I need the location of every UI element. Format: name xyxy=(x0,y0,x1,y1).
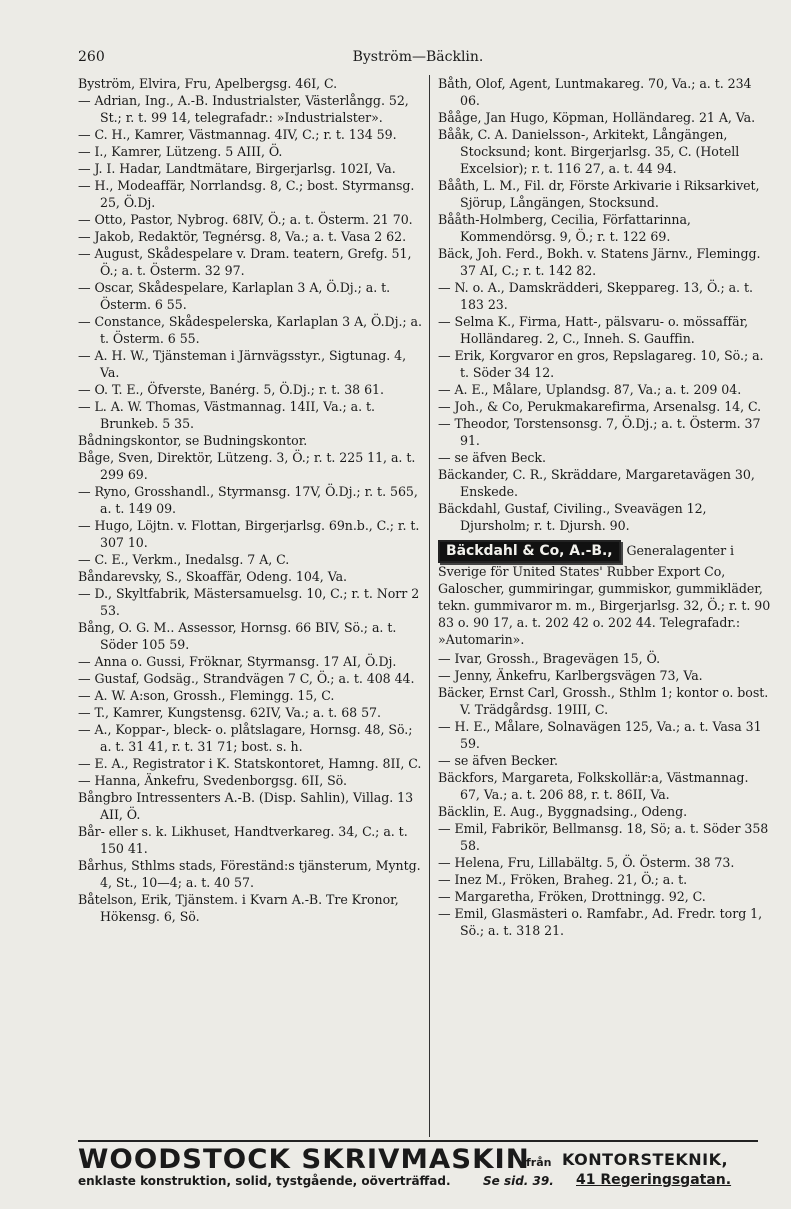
directory-entry: — A., Koppar-, bleck- o. plåtslagare, Hornsg. 48, Sö.; a. t. 31 41, r. t. 31 71; bost. s. h. xyxy=(78,722,413,754)
directory-entry: — A. E., Målare, Uplandsg. 87, Va.; a. t. 209 04. xyxy=(438,382,742,397)
footer-company: KONTORSTEKNIK, xyxy=(562,1150,729,1169)
directory-entry: Bååge, Jan Hugo, Köpman, Holländareg. 21 A, Va. xyxy=(438,110,756,125)
directory-entry: — A. H. W., Tjänsteman i Järnvägsstyr., Sigtunag. 4, Va. xyxy=(78,348,407,380)
directory-entry: — Margaretha, Fröken, Drottningg. 92, C. xyxy=(438,889,706,904)
directory-entry: — T., Kamrer, Kungstensg. 62IV, Va.; a. t. 68 57. xyxy=(78,705,381,720)
directory-entry: — O. T. E., Öfverste, Banérg. 5, Ö.Dj.; r. t. 38 61. xyxy=(78,382,384,397)
directory-entry: — Joh., & Co, Perukmakarefirma, Arsenalsg. 14, C. xyxy=(438,399,762,414)
page-header xyxy=(78,49,758,71)
directory-entry: — August, Skådespelare v. Dram. teatern, Grefg. 51, Ö.; a. t. Österm. 32 97. xyxy=(78,246,412,278)
directory-entry: — Jakob, Redaktör, Tegnérsg. 8, Va.; a. t. Vasa 2 62. xyxy=(78,229,407,244)
directory-entry: — se äfven Becker. xyxy=(438,753,558,768)
directory-entry: — J. I. Hadar, Landtmätare, Birgerjarlsg. 102I, Va. xyxy=(78,161,396,176)
directory-entry: — Ivar, Grossh., Bragevägen 15, Ö. xyxy=(438,651,661,666)
directory-entry: — Emil, Glasmästeri o. Ramfabr., Ad. Fredr. torg 1, Sö.; a. t. 318 21. xyxy=(438,906,763,938)
ad-firm-name: Bäckdahl & Co, A.-B., xyxy=(438,540,621,563)
directory-entry: — D., Skyltfabrik, Mästersamuelsg. 10, C.; r. t. Norr 2 53. xyxy=(78,586,420,618)
directory-entry: — Gustaf, Godsäg., Strandvägen 7 C, Ö.; a. t. 408 44. xyxy=(78,671,415,686)
directory-entry: Bäcker, Ernst Carl, Grossh., Sthlm 1; kontor o. bost. V. Trädgårdsg. 19III, C. xyxy=(438,685,769,717)
directory-entry: Båtelson, Erik, Tjänstem. i Kvarn A.-B. Tre Kronor, Hökensg. 6, Sö. xyxy=(78,892,399,924)
directory-entry: — Erik, Korgvaror en gros, Repslagareg. 10, Sö.; a. t. Söder 34 12. xyxy=(438,348,764,380)
directory-entry: — Inez M., Fröken, Braheg. 21, Ö.; a. t. xyxy=(438,872,688,887)
directory-entry: — Oscar, Skådespelare, Karlaplan 3 A, Ö.Dj.; a. t. Österm. 6 55. xyxy=(78,280,391,312)
column-divider xyxy=(429,75,430,1137)
footer-page-ref: Se sid. 39. xyxy=(483,1174,554,1188)
directory-entry: — Emil, Fabrikör, Bellmansg. 18, Sö; a. t. Söder 358 58. xyxy=(438,821,769,853)
left-column xyxy=(78,75,423,1135)
directory-entry: Bååk, C. A. Danielsson-, Arkitekt, Långängen, Stocksund; kont. Birgerjarlsg. 35, C. (Hotell Excelsior); r. t. 116 27, a. t. 44 94. xyxy=(438,127,740,176)
right-column xyxy=(438,75,772,1135)
directory-entry: Båge, Sven, Direktör, Lützeng. 3, Ö.; r. t. 225 11, a. t. 299 69. xyxy=(78,450,416,482)
directory-entry: — A. W. A:son, Grossh., Flemingg. 15, C. xyxy=(78,688,335,703)
directory-entry: Byström, Elvira, Fru, Apelbergsg. 46I, C. xyxy=(78,76,338,91)
directory-entry: — I., Kamrer, Lützeng. 5 AIII, Ö. xyxy=(78,144,283,159)
directory-entry: Bååth-Holmberg, Cecilia, Författarinna, Kommendörsg. 9, Ö.; r. t. 122 69. xyxy=(438,212,691,244)
directory-entry: — Hugo, Löjtn. v. Flottan, Birgerjarlsg. 69n.b., C.; r. t. 307 10. xyxy=(78,518,420,550)
directory-entry: — Hanna, Änkefru, Svedenborgsg. 6II, Sö. xyxy=(78,773,347,788)
directory-entry: — N. o. A., Damskrädderi, Skeppareg. 13, Ö.; a. t. 183 23. xyxy=(438,280,753,312)
directory-entry: — se äfven Beck. xyxy=(438,450,546,465)
directory-entry: Bångbro Intressenters A.-B. (Disp. Sahlin), Villag. 13 AII, Ö. xyxy=(78,790,414,822)
directory-entry: — Constance, Skådespelerska, Karlaplan 3 A, Ö.Dj.; a. t. Österm. 6 55. xyxy=(78,314,422,346)
directory-entry: Bååth, L. M., Fil. dr, Förste Arkivarie i Riksarkivet, Sjörup, Långängen, Stocksund. xyxy=(438,178,760,210)
directory-entry: Bår- eller s. k. Likhuset, Handtverkareg. 34, C.; a. t. 150 41. xyxy=(78,824,408,856)
directory-entry: — Theodor, Torstensonsg. 7, Ö.Dj.; a. t. Österm. 37 91. xyxy=(438,416,761,448)
directory-entry: Bäckfors, Margareta, Folkskollär:a, Västmannag. 67, Va.; a. t. 206 88, r. t. 86II, Va. xyxy=(438,770,749,802)
advertisement-block xyxy=(438,540,772,648)
directory-entry: Bång, O. G. M.. Assessor, Hornsg. 66 BIV, Sö.; a. t. Söder 105 59. xyxy=(78,620,397,652)
directory-entry: Båth, Olof, Agent, Luntmakareg. 70, Va.; a. t. 234 06. xyxy=(438,76,752,108)
page-number: 260 xyxy=(78,49,105,65)
directory-entry: Bårhus, Sthlms stads, Föreständ:s tjänsterum, Myntg. 4, St., 10—4; a. t. 40 57. xyxy=(78,858,421,890)
footer-title: WOODSTOCK SKRIVMASKIN xyxy=(78,1144,530,1175)
directory-entry: Bäckander, C. R., Skräddare, Margaretavägen 30, Enskede. xyxy=(438,467,755,499)
directory-entry: Båndarevsky, S., Skoaffär, Odeng. 104, Va. xyxy=(78,569,347,584)
directory-entry: — Otto, Pastor, Nybrog. 68IV, Ö.; a. t. Österm. 21 70. xyxy=(78,212,413,227)
directory-entry: Bäck, Joh. Ferd., Bokh. v. Statens Järnv., Flemingg. 37 AI, C.; r. t. 142 82. xyxy=(438,246,761,278)
directory-entry: — Helena, Fru, Lillabältg. 5, Ö. Österm. 38 73. xyxy=(438,855,735,870)
directory-entry: — Adrian, Ing., A.-B. Industrialster, Västerlångg. 52, St.; r. t. 99 14, telegrafadr.: »Industrialster». xyxy=(78,93,409,125)
footer-from-word: från xyxy=(526,1156,552,1169)
directory-entry: — Anna o. Gussi, Fröknar, Styrmansg. 17 AI, Ö.Dj. xyxy=(78,654,397,669)
directory-entry: — Ryno, Grosshandl., Styrmansg. 17V, Ö.Dj.; r. t. 565, a. t. 149 09. xyxy=(78,484,418,516)
footer-address: 41 Regeringsgatan. xyxy=(576,1172,732,1188)
directory-entry: — L. A. W. Thomas, Västmannag. 14II, Va.; a. t. Brunkeb. 5 35. xyxy=(78,399,375,431)
ad-text: Generalagenter i Sverige för United States' Rubber Export Co, Galoscher, gummiringar, gummiskor, gummikläder, tekn. gummivaror m. m., Birgerjarlsg. 32, Ö.; r. t. 90 83 o. 90 17, a. t. 202 42 o. 202 44. Telegrafadr.: »Automarin». xyxy=(438,543,771,647)
directory-entry: — H. E., Målare, Solnavägen 125, Va.; a. t. Vasa 31 59. xyxy=(438,719,762,751)
directory-entry: — Jenny, Änkefru, Karlbergsvägen 73, Va. xyxy=(438,668,703,683)
footer-tagline: enklaste konstruktion, solid, tystgående, oöverträffad. xyxy=(78,1174,451,1188)
directory-entry: Bäckdahl, Gustaf, Civiling., Sveavägen 12, Djursholm; r. t. Djursh. 90. xyxy=(438,501,707,533)
directory-entry: Bådningskontor, se Budningskontor. xyxy=(78,433,308,448)
directory-entry: — C. E., Verkm., Inedalsg. 7 A, C. xyxy=(78,552,290,567)
directory-entry: Bäcklin, E. Aug., Byggnadsing., Odeng. xyxy=(438,804,688,819)
directory-entry: — Selma K., Firma, Hatt-, pälsvaru- o. mössaffär, Holländareg. 2, C., Inneh. S. Gauffin. xyxy=(438,314,749,346)
footer-advertisement xyxy=(78,1144,768,1188)
footer-rule xyxy=(78,1140,758,1142)
directory-entry: — C. H., Kamrer, Västmannag. 4IV, C.; r. t. 134 59. xyxy=(78,127,397,142)
running-head: Byström—Bäcklin. xyxy=(352,49,484,65)
directory-entry: — H., Modeaffär, Norrlandsg. 8, C.; bost. Styrmansg. 25, Ö.Dj. xyxy=(78,178,415,210)
directory-entry: — E. A., Registrator i K. Statskontoret, Hamng. 8II, C. xyxy=(78,756,422,771)
